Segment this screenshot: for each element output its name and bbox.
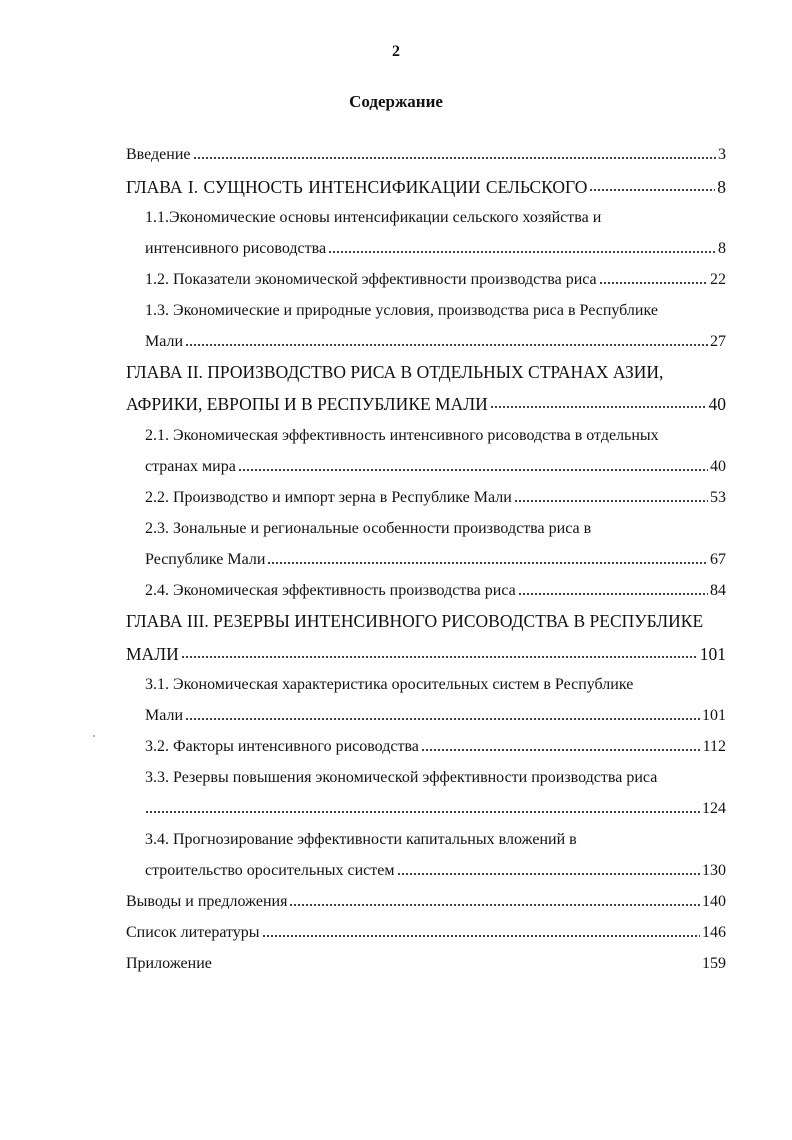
toc-entry-appendix — [126, 950, 726, 974]
toc-entry-text: 1.3. Экономические и природные условия, производства риса в Республике — [145, 302, 658, 319]
toc-entry-section-2-3-cont — [145, 546, 726, 570]
toc-entry-section-3-4-cont — [145, 857, 726, 881]
scan-speck — [93, 735, 95, 737]
toc-entry-text: 3.3. Резервы повышения экономической эффективности производства риса — [145, 769, 658, 786]
toc-entry-chapter-1 — [126, 173, 726, 197]
toc-entry-chapter-3 — [126, 607, 726, 631]
toc-entry-page: 8 — [718, 240, 726, 257]
toc-entry-conclusions — [126, 888, 726, 912]
toc-entry-text: странах мира — [145, 458, 236, 475]
toc-entry-section-2-3 — [145, 515, 726, 539]
toc-entry-page: 101 — [702, 707, 726, 724]
toc-entry-page: 124 — [702, 800, 726, 817]
toc-entry-text: 2.3. Зональные и региональные особенности производства риса в — [145, 520, 592, 537]
toc-title: Содержание — [349, 92, 443, 111]
toc-entry-text: Приложение — [126, 955, 212, 972]
dot-leader — [181, 655, 698, 659]
toc-entry-section-3-1 — [145, 671, 726, 695]
toc-entry-text: 3.2. Факторы интенсивного рисоводства — [145, 738, 419, 755]
toc-entry-text: 3.4. Прогнозирование эффективности капитальных вложений в — [145, 831, 577, 848]
toc-entry-page: 8 — [717, 177, 726, 197]
toc-entry-page: 112 — [702, 738, 726, 755]
toc-entry-page: 146 — [702, 924, 726, 941]
toc-entry-text: 2.4. Экономическая эффективность производства риса — [145, 582, 516, 599]
toc-entry-page: 159 — [702, 955, 726, 972]
toc-entry-text: 1.1.Экономические основы интенсификации сельского хозяйства и — [145, 209, 602, 226]
toc-entry-text: Введение — [126, 146, 191, 163]
toc-entry-section-2-1 — [145, 422, 726, 446]
dot-leader — [397, 872, 701, 876]
toc-entry-page: 101 — [699, 644, 726, 664]
toc-entry-section-1-1-cont — [145, 235, 726, 259]
toc-entry-text: интенсивного рисоводства — [145, 240, 327, 257]
dot-leader — [193, 156, 717, 160]
toc-entry-text: ГЛАВА II. ПРОИЗВОДСТВО РИСА В ОТДЕЛЬНЫХ СТРАНАХ АЗИИ, — [126, 362, 664, 382]
toc-entry-chapter-3-cont — [126, 640, 726, 664]
toc-entry-text: Мали — [145, 707, 184, 724]
toc-entry-section-3-3 — [145, 764, 726, 788]
toc-entry-text: ГЛАВА III. РЕЗЕРВЫ ИНТЕНСИВНОГО РИСОВОДСТВА В РЕСПУБЛИКЕ — [126, 611, 704, 631]
dot-leader — [514, 499, 708, 503]
toc-entry-page: 53 — [710, 489, 726, 506]
toc-entry-page: 130 — [702, 862, 726, 879]
toc-entry-page: 22 — [710, 271, 726, 288]
dot-leader — [145, 810, 700, 814]
dot-leader — [599, 281, 708, 285]
toc-entry-introduction — [126, 141, 726, 165]
toc-entry-text: 1.2. Показатели экономической эффективности производства риса — [145, 271, 597, 288]
toc-entry-text: АФРИКИ, ЕВРОПЫ И В РЕСПУБЛИКЕ МАЛИ — [126, 394, 488, 414]
toc-entry-text: строительство оросительных систем — [145, 862, 395, 879]
toc-entry-page: 84 — [710, 582, 726, 599]
toc-entry-text: Мали — [145, 333, 184, 350]
toc-entry-text: Список литературы — [126, 924, 260, 941]
dot-leader — [289, 903, 700, 907]
dot-leader — [185, 717, 700, 721]
toc-entry-section-1-2 — [145, 266, 726, 290]
toc-entry-section-1-3 — [145, 297, 726, 321]
toc-entry-page: 40 — [708, 394, 726, 414]
toc-entry-chapter-2 — [126, 358, 726, 382]
toc-entry-text: Выводы и предложения — [126, 893, 288, 910]
toc-entry-text: Республике Мали — [145, 551, 266, 568]
toc-entry-section-2-2 — [145, 484, 726, 508]
toc-entry-section-1-1 — [145, 204, 726, 228]
dot-leader — [518, 592, 708, 596]
toc-entry-page: 40 — [710, 458, 726, 475]
toc-entry-chapter-2-cont — [126, 390, 726, 414]
toc-entry-text: ГЛАВА I. СУЩНОСТЬ ИНТЕНСИФИКАЦИИ СЕЛЬСКОГО — [126, 177, 588, 197]
dot-leader — [185, 343, 708, 347]
toc-entry-page: 140 — [702, 893, 726, 910]
toc-entry-page: 67 — [710, 551, 726, 568]
toc-entry-text: МАЛИ — [126, 644, 179, 664]
dot-leader — [267, 561, 708, 565]
dot-leader — [238, 468, 708, 472]
dot-leader — [490, 405, 707, 409]
toc-entry-section-3-1-cont — [145, 702, 726, 726]
toc-entry-page: 27 — [710, 333, 726, 350]
toc-entry-section-3-2 — [145, 733, 726, 757]
page-number: 2 — [392, 43, 400, 60]
toc-entry-section-3-4 — [145, 826, 726, 850]
toc-entry-section-1-3-cont — [145, 328, 726, 352]
dot-leader — [262, 934, 700, 938]
toc-entry-page: 3 — [718, 146, 726, 163]
toc-entry-section-2-1-cont — [145, 453, 726, 477]
toc-entry-section-2-4 — [145, 577, 726, 601]
toc-entry-bibliography — [126, 919, 726, 943]
toc-entry-section-3-3-cont — [145, 795, 726, 819]
dot-leader — [421, 748, 701, 752]
dot-leader — [589, 188, 715, 192]
toc-entry-text: 3.1. Экономическая характеристика оросительных систем в Республике — [145, 676, 634, 693]
toc-entry-text: 2.1. Экономическая эффективность интенсивного рисоводства в отдельных — [145, 427, 659, 444]
dot-leader — [328, 250, 716, 254]
toc-entry-text: 2.2. Производство и импорт зерна в Республике Мали — [145, 489, 512, 506]
